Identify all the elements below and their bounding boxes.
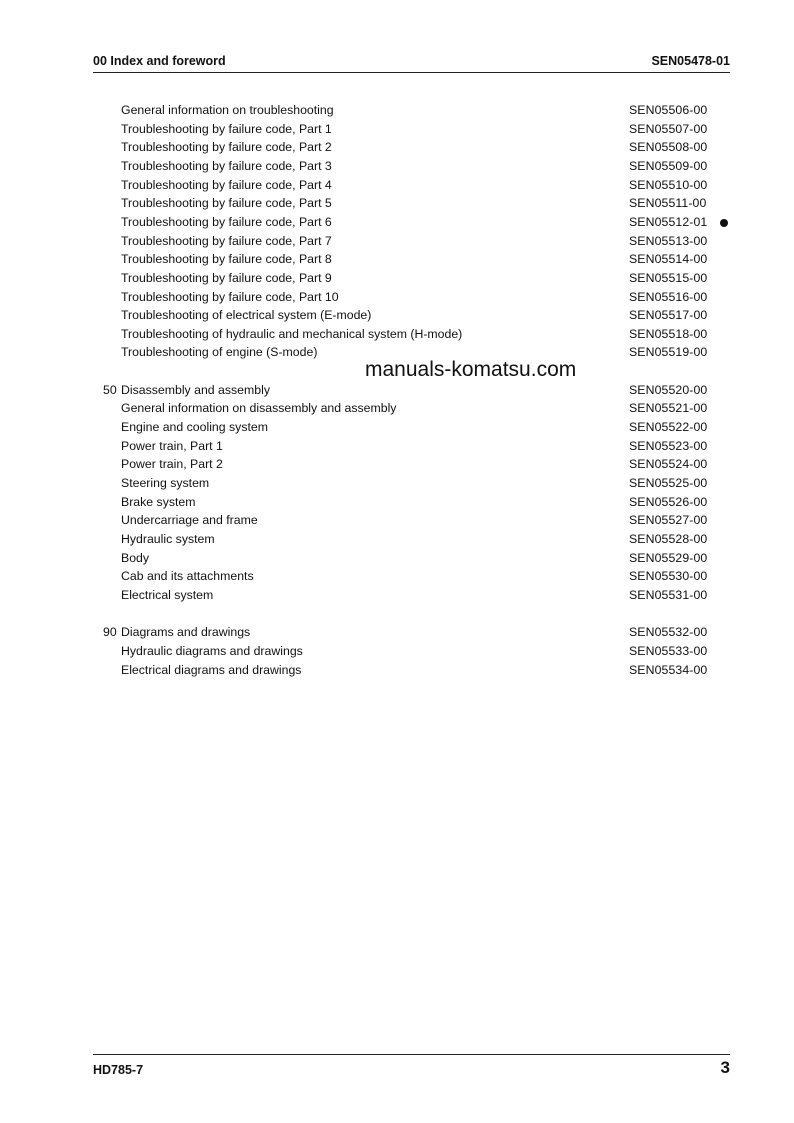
toc-entry [0,586,794,605]
toc-entry-title: Hydraulic system [121,531,215,546]
toc-group-heading [0,623,794,642]
toc-group-code: SEN05520-00 [629,382,708,397]
toc-entry [0,325,794,344]
toc-group-title: Disassembly and assembly [121,382,270,397]
toc-entry-code: SEN05521-00 [629,401,708,416]
toc-entry [0,269,794,288]
toc-entry [0,194,794,213]
toc-entry [0,157,794,176]
toc-entry-title: Troubleshooting by failure code, Part 1 [121,121,332,136]
toc-entry-code: SEN05524-00 [629,457,708,472]
toc-entry-code: SEN05527-00 [629,513,708,528]
toc-entry-title: Troubleshooting by failure code, Part 5 [121,196,332,211]
toc-entry [0,530,794,549]
toc-entry-title: Engine and cooling system [121,420,268,435]
toc-entry-code: SEN05519-00 [629,345,708,360]
toc-entry [0,493,794,512]
toc-entry [0,549,794,568]
toc-entry-code: SEN05529-00 [629,550,708,565]
toc-group-code: SEN05532-00 [629,625,708,640]
toc-entry-title: Power train, Part 1 [121,438,223,453]
toc-entry-title: Body [121,550,150,565]
toc-entry [0,474,794,493]
toc-entry-title: Troubleshooting by failure code, Part 7 [121,233,332,248]
header-document-code: SEN05478-01 [651,54,730,68]
toc-entry-code: SEN05511-00 [629,196,707,211]
toc-group-number: 90 [103,625,117,640]
toc-entry-title: General information on troubleshooting [121,103,334,117]
toc-entry-title: Troubleshooting by failure code, Part 3 [121,158,332,173]
toc-entry-title: Troubleshooting by failure code, Part 4 [121,177,332,192]
toc-entry-title: Steering system [121,476,210,490]
toc-entry-code: SEN05530-00 [629,569,708,584]
toc-entry-code: SEN05515-00 [629,270,708,285]
watermark-text: manuals-komatsu.com [365,358,577,381]
toc-entry-code: SEN05509-00 [629,158,708,173]
toc-entry-title: Brake system [121,494,196,509]
toc-entry-title: Electrical diagrams and drawings [121,662,302,677]
toc-entry [0,567,794,586]
toc-entry-code: SEN05512-01 [629,214,708,229]
toc-entry-code: SEN05516-00 [629,289,708,304]
toc-entry-code: SEN05518-00 [629,326,708,341]
toc-entry-title: Undercarriage and frame [121,513,258,528]
toc-entry-code: SEN05510-00 [629,177,708,192]
header-section-title: 00 Index and foreword [93,54,226,68]
toc-entry [0,511,794,530]
toc-entry [0,250,794,269]
toc-entry-title: General information on disassembly and assembly [121,401,397,416]
toc-entry-code: SEN05531-00 [629,587,708,602]
toc-entry [0,437,794,456]
toc-entry-title: Troubleshooting of electrical system (E-mode) [121,308,372,323]
header-divider [93,72,730,73]
toc-entry-code: SEN05533-00 [629,643,708,658]
toc-entry [0,399,794,418]
toc-group-number: 50 [103,382,117,397]
toc-entry [0,120,794,139]
toc-entry-title: Troubleshooting of engine (S-mode) [121,345,318,360]
toc-entry-code: SEN05514-00 [629,252,708,267]
toc-entry-code: SEN05507-00 [629,121,708,136]
toc-entry-code: SEN05526-00 [629,494,708,509]
toc-entry [0,642,794,661]
toc-entry-title: Troubleshooting by failure code, Part 9 [121,270,332,285]
toc-entry-title: Troubleshooting by failure code, Part 10 [121,289,339,304]
toc-entry-title: Troubleshooting by failure code, Part 6 [121,214,332,229]
toc-entry [0,232,794,251]
toc-entry-title: Hydraulic diagrams and drawings [121,643,303,658]
toc-entry [0,455,794,474]
toc-entry-code: SEN05513-00 [629,233,708,248]
toc-entry-title: Troubleshooting of hydraulic and mechanical system (H-mode) [121,326,463,341]
footer-divider [93,1054,730,1055]
toc-entry [0,101,794,120]
footer-model: HD785-7 [93,1063,144,1077]
toc-entry [0,288,794,307]
toc-entry [0,213,794,232]
toc-entry [0,138,794,157]
toc-entry-title: Electrical system [121,587,214,602]
toc-entry [0,176,794,195]
toc-entry-code: SEN05506-00 [629,103,708,117]
toc-entry [0,661,794,680]
toc-entry-code: SEN05517-00 [629,308,708,323]
revision-bullet-icon [720,219,728,227]
toc-entry-title: Troubleshooting by failure code, Part 8 [121,252,332,267]
toc-entry-code: SEN05528-00 [629,531,708,546]
toc-entry-code: SEN05525-00 [629,476,708,490]
toc-entry-title: Cab and its attachments [121,569,254,584]
toc-entry [0,418,794,437]
toc-entry-code: SEN05522-00 [629,420,708,435]
toc-entry-title: Troubleshooting by failure code, Part 2 [121,140,332,155]
toc-entry-code: SEN05508-00 [629,140,708,155]
toc-entry [0,306,794,325]
toc-entry-code: SEN05534-00 [629,662,708,677]
page-number: 3 [720,1058,730,1077]
toc-entry-code: SEN05523-00 [629,438,708,453]
toc-entry-title: Power train, Part 2 [121,457,223,472]
toc-group-title: Diagrams and drawings [121,625,251,640]
